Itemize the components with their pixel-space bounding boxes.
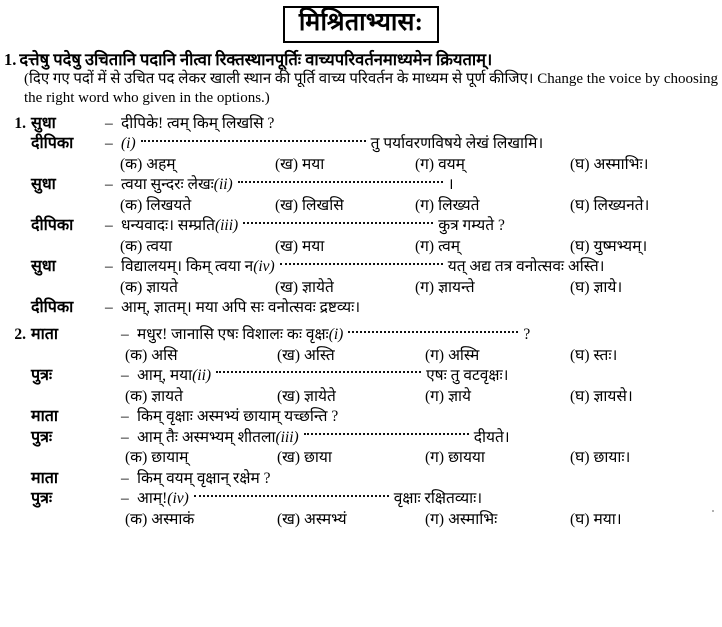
option-text: ज्ञाये। (593, 279, 623, 296)
dash-separator: – (105, 217, 113, 235)
options-row (0, 387, 722, 407)
section-number-spacer (0, 257, 31, 277)
option-text: अस्माभिः। (593, 156, 649, 174)
section-number-spacer (0, 366, 31, 386)
option-choice[interactable] (275, 237, 415, 257)
dialogue-line (0, 407, 722, 428)
utterance (137, 489, 722, 509)
dialogue-sections (0, 114, 722, 531)
utterance-after-blank: वृक्षाः रक्षितव्याः। (393, 490, 483, 508)
options-row (0, 196, 722, 216)
dash-separator: – (121, 325, 129, 343)
dialogue-section (0, 325, 722, 530)
dash-separator: – (121, 428, 129, 446)
blank-fill-line[interactable] (238, 180, 443, 183)
speaker-label: माता (31, 469, 58, 487)
option-choice[interactable] (415, 155, 570, 175)
option-label: (क) (120, 238, 143, 256)
dash-separator: – (105, 135, 113, 153)
dialogue-line (0, 325, 722, 346)
title-container (0, 0, 722, 43)
blank-fill-line[interactable] (216, 370, 421, 373)
blank-fill-line[interactable] (243, 221, 433, 224)
option-text: त्वया (146, 238, 172, 256)
utterance-before-blank: आम्, ज्ञातम्। मया अपि सः वनोत्सवः द्रष्टव्यः। (121, 299, 361, 317)
option-text: त्वम् (438, 238, 461, 256)
speaker-label: पुत्रः (31, 490, 53, 508)
dash-separator: – (105, 258, 113, 276)
option-text: ज्ञायते (146, 279, 179, 296)
option-text: अस्मभ्यं (304, 511, 347, 529)
option-choice[interactable] (425, 387, 570, 407)
option-label: (घ) (570, 197, 590, 215)
option-choice[interactable] (120, 155, 275, 175)
option-choice[interactable] (120, 196, 275, 216)
options-row (0, 448, 722, 468)
utterance (121, 257, 722, 277)
utterance-before-blank: किम् वृक्षाः अस्मभ्यं छायाम् यच्छन्ति ? (137, 407, 339, 425)
dialogue-line (0, 216, 722, 237)
blank-fill-line[interactable] (348, 330, 518, 333)
blank-marker: (i) (328, 325, 344, 343)
option-text: छाया (304, 449, 332, 467)
section-number-spacer (0, 216, 31, 236)
option-text: अहम् (146, 156, 176, 174)
blank-fill-line[interactable] (304, 432, 469, 435)
option-choice[interactable] (120, 237, 275, 257)
option-label: (ग) (425, 346, 445, 364)
option-label: (घ) (570, 238, 590, 256)
option-label: (ग) (415, 197, 435, 215)
option-choice[interactable] (125, 387, 277, 407)
option-label: (ग) (415, 156, 435, 174)
utterance (121, 216, 722, 236)
option-label: (ख) (277, 449, 301, 467)
option-label: (घ) (570, 511, 590, 529)
dialogue-line (0, 175, 722, 196)
options-row (0, 346, 722, 366)
option-text: छायया (448, 449, 485, 467)
option-label: (ख) (275, 197, 299, 215)
option-choice[interactable] (415, 196, 570, 216)
speaker-label: माता (31, 407, 58, 425)
dialogue-line (0, 469, 722, 490)
blank-marker: (i) (121, 135, 136, 153)
option-text: वयम् (438, 156, 465, 174)
utterance-before-blank: धन्यवादः। सम्प्रति (121, 217, 215, 235)
option-label: (घ) (570, 449, 590, 467)
utterance-before-blank: विद्यालयम्। किम् त्वया न (121, 258, 254, 276)
dialogue-section (0, 114, 722, 319)
dash-separator: – (105, 176, 113, 194)
option-choice[interactable] (425, 346, 570, 366)
utterance-before-blank: किम् वयम् वृक्षान् रक्षेम ? (137, 469, 271, 487)
section-number-spacer (0, 407, 31, 427)
option-choice[interactable] (275, 196, 415, 216)
option-text: छायाम् (151, 449, 189, 467)
option-text: ज्ञायसे। (593, 387, 633, 405)
blank-marker: (ii) (192, 366, 212, 384)
option-choice[interactable] (425, 448, 570, 468)
section-number-spacer (0, 428, 31, 448)
option-text: अस्माकं (151, 511, 195, 529)
option-text: ज्ञायते (151, 387, 184, 405)
blank-marker: (iii) (275, 428, 299, 446)
option-text: ज्ञायन्ते (438, 279, 475, 296)
option-text: असि (151, 346, 178, 364)
utterance (137, 407, 722, 427)
utterance-before-blank: त्वया सुन्दरः लेखः (121, 176, 214, 194)
utterance (121, 134, 722, 154)
option-text: ज्ञाये (448, 387, 472, 405)
dash-separator: – (121, 490, 129, 508)
section-number-spacer (0, 134, 31, 154)
option-text: अस्माभिः (448, 511, 498, 529)
blank-marker: (iv) (167, 490, 189, 508)
blank-marker: (iv) (253, 258, 275, 276)
utterance-after-blank: यत् अद्य तत्र वनोत्सवः अस्ति। (447, 258, 605, 276)
option-choice[interactable] (425, 510, 570, 530)
speaker-label: सुधा (31, 176, 56, 194)
dialogue-line (0, 366, 722, 387)
option-choice[interactable] (570, 196, 649, 216)
option-text: लिखसि (302, 197, 344, 215)
option-text: मया। (593, 511, 622, 529)
option-choice[interactable] (570, 448, 630, 468)
option-label: (ख) (275, 156, 299, 174)
utterance (137, 366, 722, 386)
option-text: छायाः। (593, 449, 631, 467)
option-text: लिख्यते (438, 197, 480, 215)
option-choice[interactable] (277, 510, 425, 530)
option-text: युष्मभ्यम्। (593, 238, 648, 256)
utterance-before-blank: आम्, मया (137, 366, 193, 384)
option-choice[interactable] (415, 278, 570, 298)
option-choice[interactable] (570, 346, 617, 366)
blank-fill-line[interactable] (280, 262, 443, 265)
section-number: 1. (14, 114, 26, 132)
option-text: ज्ञायेते (302, 279, 334, 296)
blank-fill-line[interactable] (194, 494, 389, 497)
dialogue-line (0, 428, 722, 449)
option-choice[interactable] (277, 387, 425, 407)
speaker-label: माता (31, 325, 58, 343)
option-choice[interactable] (277, 346, 425, 366)
option-choice[interactable] (277, 448, 425, 468)
utterance-before-blank: मधुर! जानासि एषः विशालः कः वृक्षः (137, 325, 329, 343)
option-label: (ख) (275, 238, 299, 256)
speaker-label: दीपिका (31, 299, 74, 317)
option-choice[interactable] (275, 155, 415, 175)
option-text: लिख्यनते। (593, 197, 650, 215)
option-label: (घ) (570, 387, 590, 405)
utterance-before-blank: आम्! (137, 490, 168, 508)
option-label: (क) (120, 197, 143, 215)
section-number-spacer (0, 469, 31, 489)
utterance (137, 428, 722, 448)
utterance (121, 114, 722, 134)
section-number-spacer (0, 175, 31, 195)
option-label: (ग) (425, 511, 445, 529)
option-choice[interactable] (570, 278, 622, 298)
option-choice[interactable] (125, 448, 277, 468)
option-label: (क) (125, 387, 148, 405)
option-choice[interactable] (125, 510, 277, 530)
option-label: (क) (125, 346, 148, 364)
option-label: (ख) (275, 279, 299, 296)
option-choice[interactable] (570, 510, 622, 530)
utterance-after-blank: एषः तु वटवृक्षः। (426, 366, 509, 384)
dialogue-line (0, 257, 722, 278)
options-row (0, 278, 722, 298)
option-label: (ग) (425, 387, 445, 405)
instruction-block (0, 50, 722, 109)
option-label: (ग) (425, 449, 445, 467)
option-text: लिखयते (146, 197, 192, 215)
utterance (137, 469, 722, 489)
option-choice[interactable] (415, 237, 570, 257)
option-label: (घ) (570, 156, 590, 174)
option-choice[interactable] (120, 278, 275, 298)
dash-separator: – (105, 114, 113, 132)
option-label: (ख) (277, 346, 301, 364)
page-title: मिश्रिताभ्यास: (283, 6, 439, 43)
speaker-label: पुत्रः (31, 428, 53, 446)
utterance-before-blank: आम् तैः अस्मभ्यम् शीतला (137, 428, 276, 446)
option-text: मया (302, 156, 325, 174)
option-choice[interactable] (570, 387, 633, 407)
speaker-label: दीपिका (31, 217, 74, 235)
speaker-label: पुत्रः (31, 366, 53, 384)
option-label: (ख) (277, 387, 301, 405)
option-label: (ग) (415, 279, 435, 296)
speaker-label: दीपिका (31, 135, 74, 153)
utterance (121, 175, 722, 195)
blank-fill-line[interactable] (141, 139, 366, 142)
option-text: स्तः। (593, 346, 618, 364)
question-prompt-translation: (दिए गए पदों में से उचित पद लेकर खाली स्थान की पूर्ति वाच्य परिवर्तन के माध्यम से पूर्ण कीजिए। Change the voice by choosing the right word who given in the options.) (24, 71, 719, 107)
section-number-spacer (0, 298, 31, 318)
blank-marker: (iii) (214, 217, 239, 235)
speaker-label: सुधा (31, 258, 56, 276)
dash-separator: – (121, 366, 129, 384)
option-choice[interactable] (570, 237, 647, 257)
dash-separator: – (121, 469, 129, 487)
option-text: ज्ञायेते (304, 387, 336, 405)
dash-separator: – (121, 407, 129, 425)
utterance (137, 325, 722, 345)
utterance-before-blank: दीपिके! त्वम् किम् लिखसि ? (121, 114, 275, 132)
dialogue-line (0, 114, 722, 135)
option-choice[interactable] (570, 155, 649, 175)
dialogue-line (0, 489, 722, 510)
question-number: 1. (4, 49, 17, 69)
blank-marker: (ii) (213, 176, 233, 194)
option-text: मया (302, 238, 325, 256)
options-row (0, 237, 722, 257)
utterance-after-blank: तु पर्यावरणविषये लेखं लिखामि। (370, 135, 544, 153)
options-row (0, 510, 722, 530)
dialogue-line (0, 134, 722, 155)
dash-separator: – (105, 299, 113, 317)
option-text: अस्मि (448, 346, 480, 364)
option-label: (क) (125, 511, 148, 529)
speaker-label: सुधा (31, 114, 56, 132)
option-text: अस्ति (304, 346, 335, 364)
option-label: (क) (120, 156, 143, 174)
question-text-sanskrit: दत्तेषु पदेषु उचितानि पदानि नीत्वा रिक्तस्थानपूर्तिः वाच्यपरिवर्तनमाध्यमेन क्रियताम्। (19, 49, 493, 69)
utterance-after-blank: ? (523, 325, 531, 343)
option-label: (क) (125, 449, 148, 467)
option-choice[interactable] (125, 346, 277, 366)
utterance-after-blank: कुत्र गम्यते ? (438, 217, 505, 235)
utterance-after-blank: दीयते। (473, 428, 510, 446)
question-prompt-sanskrit (4, 50, 718, 69)
utterance-after-blank: । (447, 176, 454, 194)
utterance (121, 298, 722, 318)
dialogue-line (0, 298, 722, 319)
option-label: (ग) (415, 238, 435, 256)
section-number-spacer (0, 489, 31, 509)
options-row (0, 155, 722, 175)
section-number: 2. (14, 325, 26, 343)
option-label: (क) (120, 279, 143, 296)
option-label: (घ) (570, 279, 590, 296)
scan-artifact (712, 510, 714, 512)
option-label: (घ) (570, 346, 590, 364)
option-label: (ख) (277, 511, 301, 529)
option-choice[interactable] (275, 278, 415, 298)
